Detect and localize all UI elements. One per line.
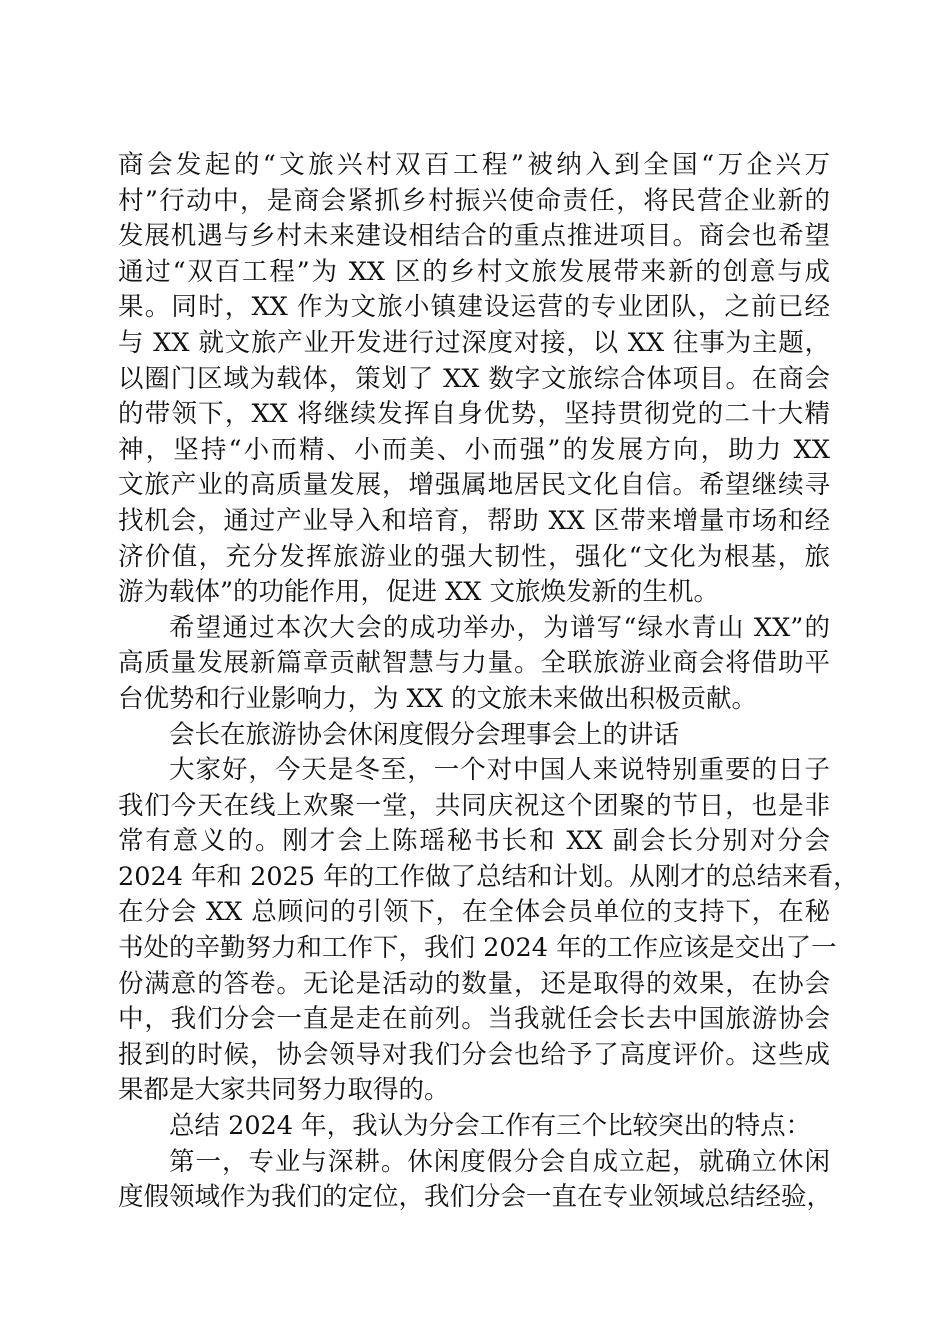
text-line: 会长在旅游协会休闲度假分会理事会上的讲话 [169, 719, 680, 750]
text-line: 果都是大家共同努力取得的。 [118, 1075, 450, 1106]
text-line: 找机会，通过产业导入和培育，帮助 XX 区带来增量市场和经 [118, 505, 830, 536]
text-line: 神，坚持“小而精、小而美、小而强”的发展方向，助力 XX [118, 434, 830, 465]
text-line: 商会发起的“文旅兴村双百工程”被纳入到全国“万企兴万 [118, 150, 830, 180]
text-line: 发展机遇与乡村未来建设相结合的重点推进项目。商会也希望 [118, 221, 830, 252]
text-line: 报到的时候，协会领导对我们分会也给予了高度评价。这些成 [118, 1039, 830, 1070]
text-line: 书处的辛勤努力和工作下，我们 2024 年的工作应该是交出了一 [118, 933, 837, 964]
text-line: 与 XX 就文旅产业开发进行过深度对接，以 XX 往事为主题， [118, 327, 830, 358]
text-line: 高质量发展新篇章贡献智慧与力量。全联旅游业商会将借助平 [118, 648, 830, 679]
text-line: 济价值，充分发挥旅游业的强大韧性，强化“文化为根基，旅 [118, 541, 830, 572]
text-line: 2024 年和 2025 年的工作做了总结和计划。从刚才的总结来看， [118, 861, 859, 892]
document-body [118, 148, 859, 1216]
text-line: 在分会 XX 总顾问的引领下，在全体会员单位的支持下，在秘 [118, 897, 830, 928]
text-line: 份满意的答卷。无论是活动的数量，还是取得的效果，在协会 [118, 968, 830, 999]
text-line: 常有意义的。刚才会上陈瑶秘书长和 XX 副会长分别对分会 [118, 826, 830, 857]
text-line: 文旅产业的高质量发展，增强属地居民文化自信。希望继续寻 [118, 470, 830, 501]
text-line: 总结 2024 年，我认为分会工作有三个比较突出的特点： [169, 1111, 812, 1142]
text-line: 的带领下，XX 将继续发挥自身优势，坚持贯彻党的二十大精 [118, 399, 830, 430]
text-line: 以圈门区域为载体，策划了 XX 数字文旅综合体项目。在商会 [118, 363, 830, 394]
text-line: 大家好，今天是冬至，一个对中国人来说特别重要的日子 [169, 755, 830, 786]
text-line: 度假领域作为我们的定位，我们分会一直在专业领域总结经验， [118, 1182, 833, 1213]
text-line: 果。同时，XX 作为文旅小镇建设运营的专业团队，之前已经 [118, 292, 830, 323]
text-line: 游为载体”的功能作用，促进 XX 文旅焕发新的生机。 [118, 577, 720, 608]
text-line: 第一，专业与深耕。休闲度假分会自成立起，就确立休闲 [169, 1146, 830, 1177]
text-line: 通过“双百工程”为 XX 区的乡村文旅发展带来新的创意与成 [118, 256, 830, 287]
text-line: 我们今天在线上欢聚一堂，共同庆祝这个团聚的节日，也是非 [118, 790, 830, 821]
text-line: 希望通过本次大会的成功举办，为谱写“绿水青山 XX”的 [169, 612, 830, 643]
text-line: 中，我们分会一直是走在前列。当我就任会长去中国旅游协会 [118, 1004, 830, 1035]
text-line: 村”行动中，是商会紧抓乡村振兴使命责任，将民营企业新的 [118, 185, 830, 216]
text-line: 台优势和行业影响力，为 XX 的文旅未来做出积极贡献。 [118, 683, 758, 714]
